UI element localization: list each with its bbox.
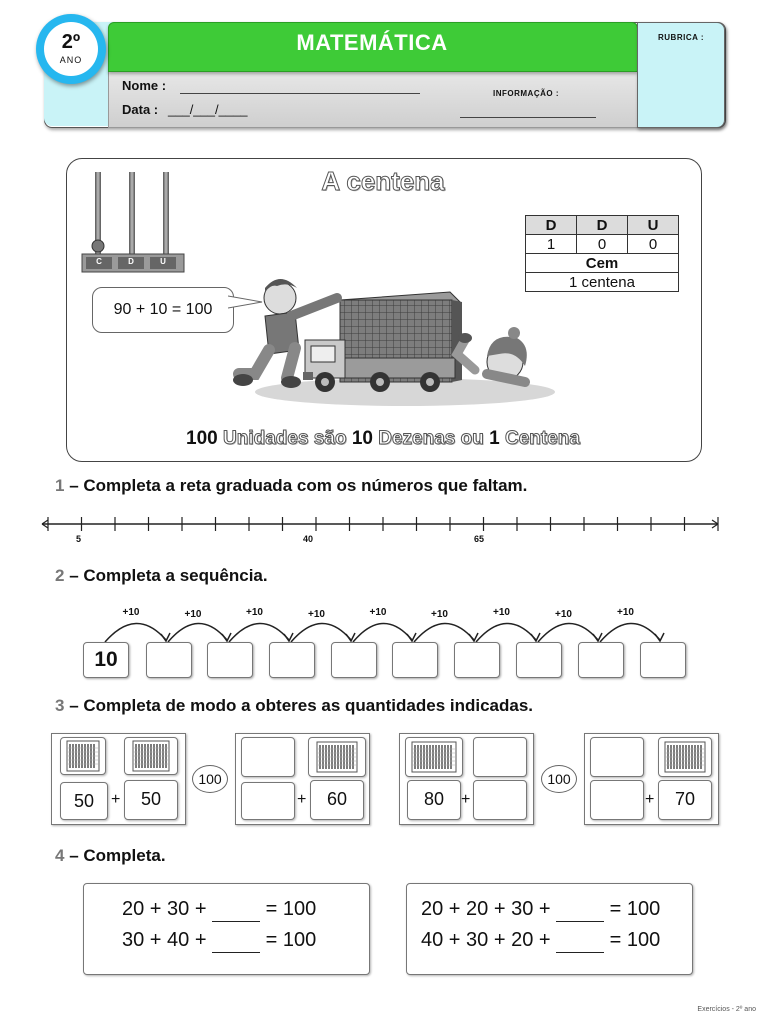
- equation: 30 + 40 + = 100: [122, 929, 317, 951]
- children-truck-illustration: [225, 270, 565, 415]
- step-arrow: [168, 623, 227, 642]
- pvt-header: D: [577, 216, 628, 235]
- name-label: Nome :: [122, 78, 167, 93]
- blocks-answer-box[interactable]: [241, 737, 295, 777]
- pvt-header: U: [628, 216, 679, 235]
- tens-blocks-image: [405, 737, 463, 777]
- sequence-answer-box[interactable]: [331, 642, 377, 678]
- tens-blocks-image: [308, 737, 366, 777]
- addend-b[interactable]: 70: [658, 780, 712, 820]
- sequence-answer-box[interactable]: [392, 642, 438, 678]
- step-label: +10: [184, 609, 202, 620]
- addend-a[interactable]: 50: [60, 782, 108, 820]
- step-label: +10: [493, 607, 510, 618]
- step-arrow: [414, 623, 474, 642]
- step-label: +10: [369, 607, 387, 618]
- step-arrow: [600, 623, 660, 642]
- step-arrow-head: [222, 633, 231, 641]
- tens-blocks-image: [124, 737, 178, 775]
- intro-title: A centena: [321, 166, 445, 196]
- pvt-header: D: [526, 216, 577, 235]
- number-line-label-5: 5: [76, 534, 82, 544]
- equation: 20 + 30 + = 100: [122, 898, 317, 920]
- answer-blank[interactable]: [556, 898, 604, 922]
- step-arrow-head: [655, 633, 664, 641]
- question-2: 2 – Completa a sequência.: [55, 566, 268, 585]
- info-label: INFORMAÇÃO :: [493, 89, 559, 98]
- grade-number: 2º: [61, 31, 81, 53]
- plus-sign: +: [111, 791, 121, 808]
- step-label: +10: [246, 607, 263, 618]
- sequence-answer-box[interactable]: [578, 642, 624, 678]
- answer-blank[interactable]: [212, 898, 260, 922]
- step-arrow-head: [531, 633, 540, 641]
- addend-b[interactable]: 50: [124, 780, 178, 820]
- sequence-start: 10: [83, 642, 129, 678]
- plus-sign: +: [297, 791, 307, 808]
- sequence-answer-box[interactable]: [207, 642, 253, 678]
- rubric-label: RUBRICA :: [658, 33, 704, 42]
- answer-blank[interactable]: [212, 929, 260, 953]
- header-info-panel: [108, 70, 638, 128]
- addend-a[interactable]: [590, 780, 644, 820]
- step-arrow-head: [593, 633, 602, 641]
- equation: 20 + 20 + 30 + = 100: [421, 898, 661, 920]
- addend-b[interactable]: 60: [310, 780, 364, 820]
- pvt-meaning: 1 centena: [526, 273, 679, 292]
- plus-sign: +: [461, 791, 471, 808]
- tens-blocks-image: [658, 737, 712, 777]
- step-label: +10: [555, 609, 572, 620]
- sequence-answer-box[interactable]: [269, 642, 315, 678]
- centena-sentence: 100 Unidades são 10 Dezenas ou 1 Centena: [186, 428, 580, 449]
- page-footer: Exercícios - 2º ano: [697, 1006, 756, 1013]
- step-arrow: [291, 623, 351, 642]
- equation: 40 + 30 + 20 + = 100: [421, 929, 661, 951]
- step-label: +10: [122, 607, 140, 618]
- date-label: Data :: [122, 102, 159, 117]
- answer-blank[interactable]: [556, 929, 604, 953]
- sequence-answer-box[interactable]: [454, 642, 500, 678]
- date-field[interactable]: ___/___/____: [168, 102, 248, 117]
- step-arrow: [538, 623, 598, 642]
- step-label: +10: [617, 607, 634, 618]
- pvt-digit: 0: [577, 235, 628, 254]
- sequence-answer-box[interactable]: [640, 642, 686, 678]
- addend-b[interactable]: [473, 780, 527, 820]
- addend-a[interactable]: [241, 782, 295, 820]
- subject-title: MATEMÁTICA: [296, 30, 448, 55]
- blocks-answer-box[interactable]: [590, 737, 644, 777]
- step-arrow-head: [407, 633, 416, 641]
- sequence-answer-box[interactable]: [516, 642, 562, 678]
- step-arrow-head: [161, 633, 170, 641]
- abacus-label-u: U: [160, 257, 166, 266]
- total-100: 100: [541, 765, 577, 793]
- name-field[interactable]: [180, 93, 420, 94]
- question-4: 4 – Completa.: [55, 846, 166, 865]
- step-arrow: [476, 623, 536, 642]
- total-100: 100: [192, 765, 228, 793]
- abacus-label-c: C: [96, 257, 102, 266]
- addend-a[interactable]: 80: [407, 780, 461, 820]
- blocks-answer-box[interactable]: [473, 737, 527, 777]
- number-line[interactable]: [40, 516, 722, 536]
- pvt-digit: 0: [628, 235, 679, 254]
- question-3: 3 – Completa de modo a obteres as quantidades indicadas.: [55, 696, 534, 715]
- pvt-word: Cem: [526, 254, 679, 273]
- abacus-label-d: D: [128, 257, 134, 266]
- info-field[interactable]: [460, 117, 596, 118]
- tens-blocks-image: [60, 737, 106, 775]
- speech-bubble: 90 + 10 = 100: [92, 287, 234, 333]
- question-1: 1 – Completa a reta graduada com os números que faltam.: [55, 476, 528, 495]
- step-label: +10: [308, 609, 325, 620]
- step-arrow: [353, 623, 412, 642]
- number-line-label-65: 65: [474, 534, 485, 544]
- step-arrow: [229, 623, 289, 642]
- step-arrow-head: [284, 633, 293, 641]
- grade-word: ANO: [59, 55, 83, 65]
- pvt-digit: 1: [526, 235, 577, 254]
- plus-sign: +: [645, 791, 655, 808]
- number-line-label-40: 40: [303, 534, 314, 544]
- step-arrow: [105, 623, 166, 642]
- step-arrow-head: [346, 633, 355, 641]
- sequence-answer-box[interactable]: [146, 642, 192, 678]
- step-label: +10: [431, 609, 448, 620]
- step-arrow-head: [469, 633, 478, 641]
